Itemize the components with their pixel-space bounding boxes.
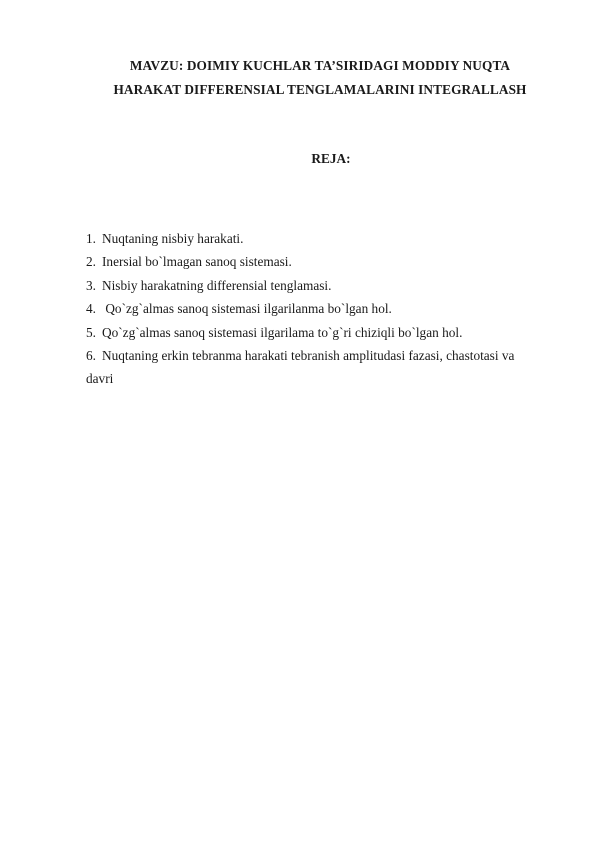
plan-item: [86, 321, 546, 344]
plan-item-continuation-text: davri: [86, 371, 114, 387]
plan-item: [86, 274, 546, 297]
plan-item-number: 2.: [86, 254, 96, 270]
plan-item-text: Nisbiy harakatning differensial tenglamasi.: [102, 277, 332, 293]
plan-item: [86, 297, 546, 320]
plan-item-number: 3.: [86, 277, 96, 293]
plan-item-number: 6.: [86, 348, 96, 364]
plan-item-text: Inersial bo`lmagan sanoq sistemasi.: [102, 254, 292, 270]
plan-item-number: 4.: [86, 301, 96, 317]
plan-heading: REJA:: [311, 151, 351, 166]
plan-item-text: Nuqtaning erkin tebranma harakati tebranish amplitudasi fazasi, chastotasi va: [102, 348, 515, 364]
plan-item-number: 1.: [86, 231, 96, 246]
plan-list: [86, 227, 546, 391]
plan-item: [86, 344, 546, 367]
plan-item-text: Nuqtaning nisbiy harakati.: [102, 231, 244, 246]
document-title-line-1: MAVZU: DOIMIY KUCHLAR TA’SIRIDAGI MODDIY NUQTA: [129, 58, 511, 73]
plan-item-number: 5.: [86, 324, 96, 340]
plan-item: [86, 227, 546, 250]
plan-item: [86, 250, 546, 273]
plan-item-continuation: [86, 367, 546, 390]
document-title-line-2: HARAKAT DIFFERENSIAL TENGLAMALARINI INTEGRALLASH: [113, 82, 527, 97]
plan-item-text: Qo`zg`almas sanoq sistemasi ilgarilanma bo`lgan hol.: [102, 301, 392, 317]
plan-item-text: Qo`zg`almas sanoq sistemasi ilgarilama to`g`ri chiziqli bo`lgan hol.: [102, 324, 463, 340]
